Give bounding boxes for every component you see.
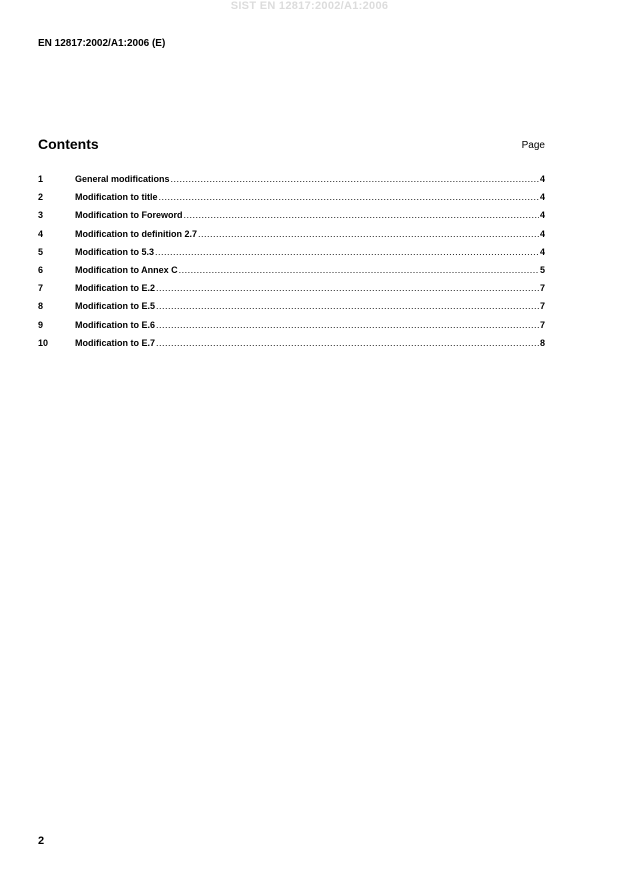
toc-entry[interactable] — [38, 301, 545, 319]
toc-entry-number: 2 — [38, 192, 44, 203]
toc-entry-page: 4 — [539, 246, 545, 257]
page-number: 2 — [38, 835, 45, 847]
toc-entry-title: Modification to E.7 — [75, 337, 155, 348]
toc-entry[interactable] — [38, 338, 545, 356]
toc-entry[interactable] — [38, 174, 545, 192]
toc-entry-number: 7 — [38, 283, 44, 294]
toc-entry[interactable] — [38, 229, 545, 247]
toc-dot-leader — [171, 174, 539, 184]
toc-entry-page: 7 — [539, 319, 545, 330]
toc-entry-number: 4 — [38, 228, 44, 239]
toc-entry-title: Modification to E.5 — [75, 301, 155, 312]
toc-entry-page: 8 — [539, 337, 545, 348]
toc-dot-leader — [159, 192, 539, 202]
toc-entry-title: Modification to E.2 — [75, 283, 155, 294]
toc-entry[interactable] — [38, 320, 545, 338]
toc-entry[interactable] — [38, 283, 545, 301]
watermark: SIST EN 12817:2002/A1:2006 — [230, 0, 389, 12]
toc-entry-number: 9 — [38, 319, 44, 330]
toc-entry[interactable] — [38, 265, 545, 283]
toc-entry[interactable] — [38, 210, 545, 228]
toc-entry-title: Modification to definition 2.7 — [75, 228, 197, 239]
toc-dot-leader — [156, 283, 539, 293]
toc-entry-number: 3 — [38, 210, 44, 221]
page-column-label: Page — [521, 140, 545, 151]
toc-dot-leader — [156, 301, 539, 311]
toc-entry-page: 5 — [539, 264, 545, 275]
toc-entry-number: 5 — [38, 246, 44, 257]
toc-dot-leader — [156, 338, 539, 348]
toc-entry[interactable] — [38, 247, 545, 265]
toc-dot-leader — [179, 265, 539, 275]
toc-entry-number: 10 — [38, 337, 49, 348]
toc-dot-leader — [198, 229, 539, 239]
toc-entry-number: 1 — [38, 174, 44, 184]
toc-entry-page: 7 — [539, 283, 545, 294]
toc-dot-leader — [155, 247, 539, 257]
toc-entry-number: 6 — [38, 264, 44, 275]
toc-dot-leader — [156, 320, 539, 330]
contents-heading: Contents — [38, 136, 99, 152]
toc-entry-title: Modification to E.6 — [75, 319, 155, 330]
toc-entry-title: Modification to Annex C — [75, 264, 178, 275]
toc-entry-number: 8 — [38, 301, 44, 312]
toc-entry-title: General modifications — [75, 174, 170, 184]
toc-entry-page: 4 — [539, 228, 545, 239]
table-of-contents — [38, 174, 545, 356]
toc-entry-title: Modification to 5.3 — [75, 246, 155, 257]
toc-entry-title: Modification to Foreword — [75, 210, 183, 221]
toc-dot-leader — [184, 210, 539, 220]
document-id-header: EN 12817:2002/A1:2006 (E) — [38, 38, 166, 49]
toc-entry[interactable] — [38, 192, 545, 210]
toc-entry-page: 4 — [539, 192, 545, 203]
toc-entry-page: 4 — [539, 174, 545, 184]
toc-entry-title: Modification to title — [75, 192, 158, 203]
toc-entry-page: 4 — [539, 210, 545, 221]
toc-entry-page: 7 — [539, 301, 545, 312]
